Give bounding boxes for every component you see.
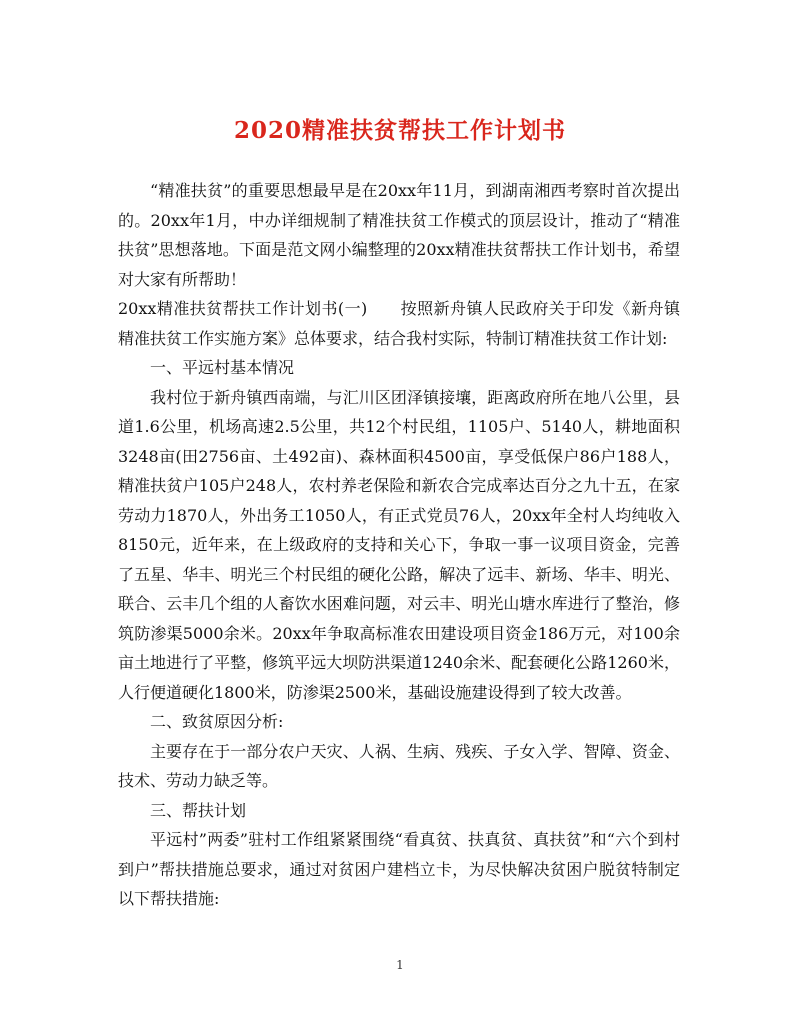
assistance-plan-paragraph: 平远村”两委”驻村工作组紧紧围绕“看真贫、扶真贫、真扶贫”和“六个到村到户”帮扶措施总要求，通过对贫困户建档立卡，为尽快解决贫困户脱贫特制定以下帮扶措施: bbox=[118, 830, 680, 908]
basic-info-paragraph: 我村位于新舟镇西南端，与汇川区团泽镇接壤，距离政府所在地八公里，县道1.6公里，机场高速2.5公里，共12个村民组，1105户、5140人，耕地面积3248亩(田2756亩、土492亩)、森林面积4500亩，享受低保户86户188人，精准扶贫户105户248人，农村养老保险和新农合完成率达百分之九十五，在家劳动力1870人，外出务工1050人，有正式党员76人，20xx年全村人均纯收入8150元，近年来，在上级政府的支持和关心下，争取一事一议项目资金，完善了五星、华丰、明光三个村民组的硬化公路，解决了远丰、新场、华丰、明光、联合、云丰几个组的人畜饮水困难问题，对云丰、明光山塘水库进行了整治，修筑防渗渠5000余米。20xx年争取高标准农田建设项目资金186万元，对100余亩土地进行了平整，修筑平远大坝防洪渠道1240余米、配套硬化公路1260米，人行便道硬化1800米，防渗渠2500米，基础设施建设得到了较大改善。 bbox=[118, 387, 680, 702]
section-heading-assistance-plan: 三、帮扶计划 bbox=[150, 800, 247, 820]
section-heading-basic-info: 一、平远村基本情况 bbox=[150, 358, 295, 377]
section-heading-poverty-causes: 二、致贫原因分析: bbox=[150, 712, 284, 731]
plan-intro-paragraph: 20xx精准扶贫帮扶工作计划书(一) 按照新舟镇人民政府关于印发《新舟镇精准扶贫工作实施方案》总体要求，结合我村实际，特制订精准扶贫工作计划: bbox=[118, 299, 680, 348]
intro-paragraph: “精准扶贫”的重要思想最早是在20xx年11月，到湖南湘西考察时首次提出的。20xx年1月，中办详细规制了精准扶贫工作模式的顶层设计，推动了“精准扶贫”思想落地。下面是范文网小编整理的20xx精准扶贫帮扶工作计划书，希望对大家有所帮助！ bbox=[118, 181, 680, 289]
document-body bbox=[118, 176, 680, 914]
poverty-causes-paragraph: 主要存在于一部分农户天灾、人祸、生病、残疾、子女入学、智障、资金、技术、劳动力缺乏等。 bbox=[118, 741, 680, 790]
page-number: 1 bbox=[396, 958, 404, 972]
document-title: 2020精准扶贫帮扶工作计划书 bbox=[233, 117, 566, 144]
